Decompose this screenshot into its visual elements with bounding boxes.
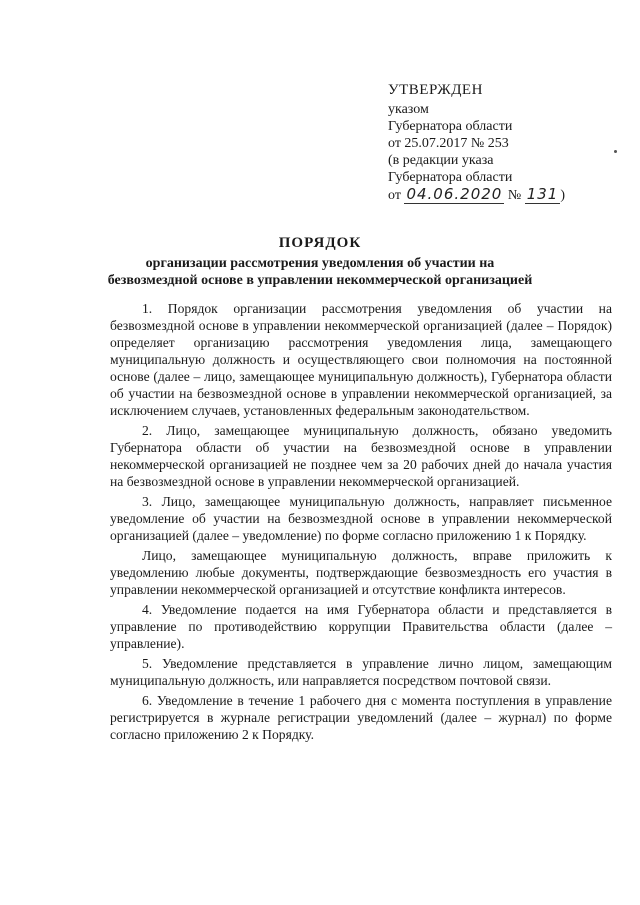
document-subtitle: организации рассмотрения уведомления об участии на безвозмездной основе в управлении некоммерческой организацией [107,256,533,288]
approval-date-row [388,186,618,204]
approval-line-4: (в редакции указа [388,153,494,168]
paragraph-1: 1. Порядок организации рассмотрения уведомления об участии на безвозмездной основе в управлении некоммерческой организацией (далее – Порядок) определяет организацию рассмотрения уведомления лица, замещающего муниципальную должность и осуществляющего свои полномочия на постоянной основе (далее – лицо, замещающее муниципальную должность), Губернатора области об участии на безвозмездной основе в управлении некоммерческой организацией, за исключением случаев, установленных федеральным законодательством. [110,301,612,418]
approval-line-3: от 25.07.2017 № 253 [388,136,509,151]
approval-stamp-block [388,82,618,204]
approval-line-2: Губернатора области [388,119,513,134]
handwritten-date: 04.06.2020 [406,185,503,203]
paragraph-3: 3. Лицо, замещающее муниципальную должность, направляет письменное уведомление об участии на безвозмездной основе в управлении некоммерческой организацией (далее – уведомление) по форме согласно приложению 1 к Порядку. [110,494,612,543]
document-title-block [100,235,540,289]
paragraph-4: 4. Уведомление подается на имя Губернатора области и представляется в управление по противодействию коррупции Правительства области (далее – управление). [110,602,612,651]
document-title: ПОРЯДОК [278,235,362,251]
approval-date-prefix: от [388,188,401,203]
approval-line-5: Губернатора области [388,170,513,185]
paragraph-6: 6. Уведомление в течение 1 рабочего дня с момента поступления в управление регистрируется в журнале регистрации уведомлений (далее – журнал) по форме согласно приложению 2 к Порядку. [110,693,612,742]
paragraph-2: 2. Лицо, замещающее муниципальную должность, обязано уведомить Губернатора области об участии на безвозмездной основе в управлении некоммерческой организацией не позднее чем за 20 рабочих дней до начала участия на безвозмездной основе в управлении некоммерческой организацией. [110,423,612,489]
handwritten-number: 131 [526,185,559,203]
document-body [110,300,612,746]
approval-number-prefix: № [507,188,522,203]
approval-heading: УТВЕРЖДЕН [388,82,483,98]
paragraph-3-addendum: Лицо, замещающее муниципальную должность, вправе приложить к уведомлению любые документы, подтверждающие безвозмездность его участия в управлении некоммерческой организацией и отсутствие конфликта интересов. [110,548,612,597]
paragraph-5: 5. Уведомление представляется в управление лично лицом, замещающим муниципальную должность, или направляется посредством почтовой связи. [110,656,612,688]
approval-close-paren: ) [560,188,565,203]
approval-line-1: указом [388,102,429,117]
scan-speck [614,150,617,153]
